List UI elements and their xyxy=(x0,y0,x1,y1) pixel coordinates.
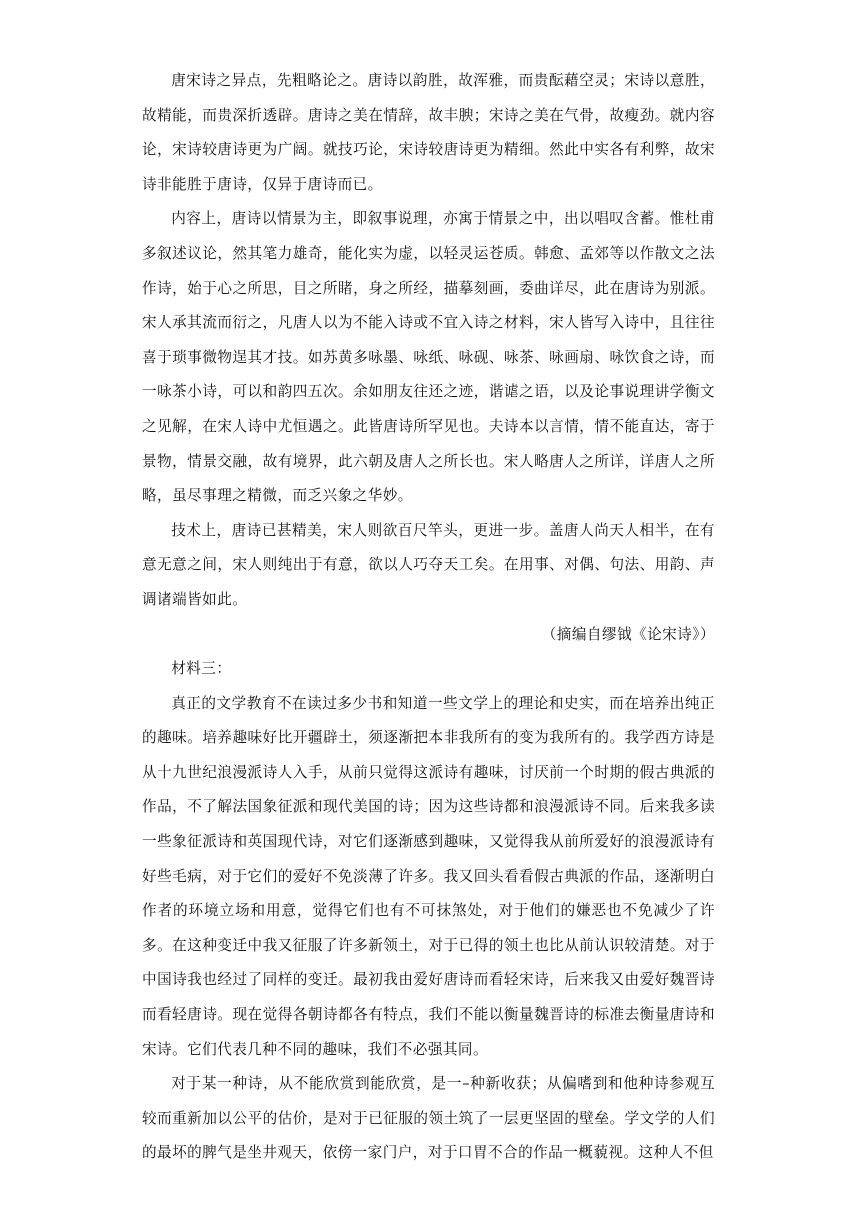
document-body xyxy=(142,64,715,1171)
material-three-heading: 材料三： xyxy=(171,660,232,678)
paragraph-tang-song-differences: 唐宋诗之异点，先粗略论之。唐诗以韵胜，故浑雅，而贵酝藉空灵；宋诗以意胜，故精能，而贵深折透辟。唐诗之美在情辞，故丰腴；宋诗之美在气骨，故瘦劲。就内容论，宋诗较唐诗更为广阔。就技巧论，宋诗较唐诗更为精细。然此中实各有利弊，故宋诗非能胜于唐诗，仅异于唐诗而已。 xyxy=(142,72,715,193)
paragraph-literary-taste: 真正的文学教育不在读过多少书和知道一些文学上的理论和史实，而在培养出纯正的趣味。培养趣味好比开疆辟土，须逐渐把本非我所有的变为我所有的。我学西方诗是从十九世纪浪漫派诗人入手，从前只觉得这派诗有趣味，讨厌前一个时期的假古典派的作品，不了解法国象征派和现代美国的诗；因为这些诗都和浪漫派诗不同。后来我多读一些象征派诗和英国现代诗，对它们逐渐感到趣味，又觉得我从前所爱好的浪漫派诗有好些毛病，对于它们的爱好不免淡薄了许多。我又回头看看假古典派的作品，逐渐明白作者的环境立场和用意，觉得它们也有不可抹煞处，对于他们的嫌恶也不免减少了许多。在这种变迁中我又征服了许多新领土，对于已得的领土也比从前认识较清楚。对于中国诗我也经过了同样的变迁。最初我由爱好唐诗而看轻宋诗，后来我又由爱好魏晋诗而看轻唐诗。现在觉得各朝诗都各有特点，我们不能以衡量魏晋诗的标准去衡量唐诗和宋诗。它们代表几种不同的趣味，我们不必强其同。 xyxy=(142,694,715,1058)
paragraph-content-comparison: 内容上，唐诗以情景为主，即叙事说理，亦寓于情景之中，出以唱叹含蓄。惟杜甫多叙述议论，然其笔力雄奇，能化实为虚，以轻灵运苍质。韩愈、孟郊等以作散文之法作诗，始于心之所思，目之所睹，身之所经，描摹刻画，委曲详尽，此在唐诗为别派。宋人承其流而衍之，凡唐人以为不能入诗或不宜入诗之材料，宋人皆写入诗中，且往往喜于琐事微物逞其才技。如苏黄多咏墨、咏纸、咏砚、咏茶、咏画扇、咏饮食之诗，而一咏茶小诗，可以和韵四五次。余如朋友往还之迹，谐谑之语，以及论事说理讲学衡文之见解，在宋人诗中尤恒遇之。此皆唐诗所罕见也。夫诗本以言情，情不能直达，寄于景物，情景交融，故有境界，此六朝及唐人之所长也。宋人略唐人之所详，详唐人之所略，虽尽事理之精微，而乏兴象之华妙。 xyxy=(142,210,715,505)
source-citation: （摘编自缪钺《论宋诗》） xyxy=(541,625,715,643)
paragraph-appreciation: 对于某一种诗，从不能欣赏到能欣赏，是一–种新收获；从偏嗜到和他种诗参观互较而重新加以公平的估价，是对于已征服的领土筑了一层更坚固的壁垒。学文学的人们的最坏的脾气是坐井观天，依傍一家门户，对于口胃不合的作品一概藐视。这种人不但 xyxy=(142,1075,715,1162)
paragraph-technique-comparison: 技术上，唐诗已甚精美，宋人则欲百尺竿头，更进一步。盖唐人尚天人相半，在有意无意之间，宋人则纯出于有意，欲以人巧夺天工矣。在用事、对偶、句法、用韵、声调诸端皆如此。 xyxy=(142,521,715,608)
